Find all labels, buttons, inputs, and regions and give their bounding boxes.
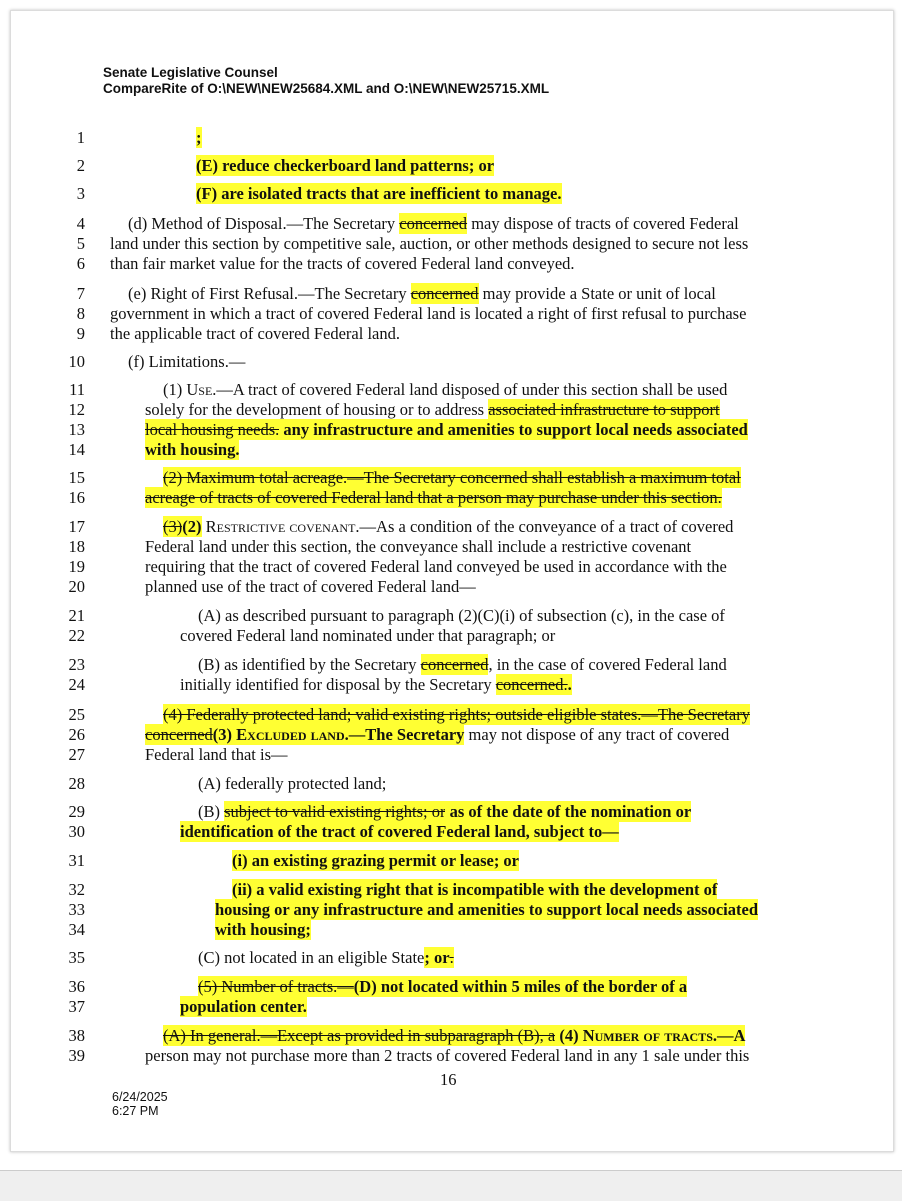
body-text: (B) <box>198 802 225 821</box>
line-number: 31 <box>68 851 85 870</box>
inserted-text: as of the date of the nomination or <box>445 802 692 821</box>
line-number: 9 <box>76 324 85 343</box>
body-text: solely for the development of housing or to address <box>145 400 489 419</box>
body-text: may dispose of tracts of covered Federal <box>467 214 739 233</box>
line-number: 16 <box>68 488 85 507</box>
line-number: 15 <box>68 468 85 487</box>
header-compare-files: CompareRite of O:\NEW\NEW25684.XML and O:\NEW\NEW25715.XML <box>103 81 550 96</box>
deleted-text: (3) <box>163 517 183 536</box>
deleted-text: concerned <box>420 655 489 674</box>
deleted-text: . <box>449 948 454 967</box>
body-text: (B) as identified by the Secretary <box>198 655 421 674</box>
deleted-text: (5) Number of tracts.— <box>198 977 354 996</box>
line-number: 12 <box>68 400 85 419</box>
inserted-text: (D) not located within 5 miles of the border of a <box>353 977 688 996</box>
line-number: 27 <box>68 745 85 764</box>
body-text: may not dispose of any tract of covered <box>464 725 730 744</box>
line-number: 34 <box>68 920 85 939</box>
inserted-text: (E) reduce checkerboard land patterns; or <box>196 156 495 175</box>
inserted-text: with housing; <box>215 920 311 939</box>
body-text: (A) as described pursuant to paragraph (2)(C)(i) of subsection (c), in the case of <box>198 606 725 625</box>
inserted-text: identification of the tract of covered Federal land, subject to— <box>180 822 619 841</box>
body-text: planned use of the tract of covered Federal land— <box>145 577 476 596</box>
inserted-heading: Excluded land <box>236 725 345 744</box>
body-text: (f) Limitations.— <box>128 352 246 371</box>
inserted-text: ; or <box>424 948 450 967</box>
body-text: the applicable tract of covered Federal land. <box>110 324 400 343</box>
inserted-text: (i) an existing grazing permit or lease; or <box>232 851 520 870</box>
inserted-text: any infrastructure and amenities to support local needs associated <box>279 420 748 439</box>
line-number: 5 <box>76 234 85 253</box>
deleted-text: acreage of tracts of covered Federal land that a person may purchase under this section. <box>145 488 722 507</box>
line-number: 36 <box>68 977 85 996</box>
body-text: person may not purchase more than 2 tracts of covered Federal land in any 1 sale under this <box>145 1046 750 1065</box>
body-text: .—As a condition of the conveyance of a tract of covered <box>355 517 734 536</box>
line-number: 23 <box>68 655 85 674</box>
document-header <box>103 65 549 97</box>
line-number: 18 <box>68 537 85 556</box>
deleted-text: (A) In general.—Except as provided in subparagraph (B), a <box>163 1026 556 1045</box>
body-text: , in the case of covered Federal land <box>488 655 727 674</box>
line-number: 25 <box>68 705 85 724</box>
body-text: Federal land under this section, the conveyance shall include a restrictive covenant <box>145 537 692 556</box>
line-number: 19 <box>68 557 85 576</box>
inserted-text: (3) <box>212 725 237 744</box>
inserted-text: population center. <box>180 997 307 1016</box>
document-footer <box>112 1090 168 1118</box>
inserted-text: (F) are isolated tracts that are inefficient to manage. <box>196 184 562 203</box>
body-text: land under this section by competitive sale, auction, or other methods designed to secure not less <box>110 234 749 253</box>
body-text: (1) <box>163 380 187 399</box>
line-number: 32 <box>68 880 85 899</box>
line-number: 24 <box>68 675 85 694</box>
inserted-text: .—The Secretary <box>344 725 465 744</box>
line-number: 35 <box>68 948 85 967</box>
body-text: (C) not located in an eligible State <box>198 948 425 967</box>
small-caps-heading: Restrictive covenant <box>205 517 356 536</box>
deleted-text: subject to valid existing rights; or <box>224 802 446 821</box>
line-number: 17 <box>68 517 85 536</box>
line-number: 22 <box>68 626 85 645</box>
line-number: 11 <box>69 380 85 399</box>
line-number: 26 <box>68 725 85 744</box>
line-number: 3 <box>76 184 85 203</box>
deleted-text: concerned. <box>495 675 568 694</box>
inserted-text: (4) <box>555 1026 583 1045</box>
line-number: 8 <box>76 304 85 323</box>
small-caps-heading: Use <box>186 380 213 399</box>
body-text: (A) federally protected land; <box>198 774 387 793</box>
footer-time: 6:27 PM <box>112 1104 159 1118</box>
line-number: 2 <box>76 156 85 175</box>
line-number: 10 <box>68 352 85 371</box>
inserted-text: ; <box>196 128 202 147</box>
deleted-text: (2) Maximum total acreage.—The Secretary concerned shall establish a maximum total <box>163 468 741 487</box>
footer-date: 6/24/2025 <box>112 1090 168 1104</box>
deleted-text: (4) Federally protected land; valid existing rights; outside eligible states.—The Secretary <box>163 705 750 724</box>
body-text: initially identified for disposal by the Secretary <box>180 675 496 694</box>
line-number: 38 <box>68 1026 85 1045</box>
line-number: 28 <box>68 774 85 793</box>
line-number: 39 <box>68 1046 85 1065</box>
body-text: covered Federal land nominated under that paragraph; or <box>180 626 556 645</box>
page-number: 16 <box>440 1070 457 1089</box>
body-text: Federal land that is— <box>145 745 288 764</box>
header-office: Senate Legislative Counsel <box>103 65 278 80</box>
deleted-text: concerned <box>410 284 479 303</box>
deleted-text: concerned <box>145 725 213 744</box>
line-number: 20 <box>68 577 85 596</box>
body-text: may provide a State or unit of local <box>478 284 716 303</box>
line-number: 30 <box>68 822 85 841</box>
inserted-heading: Number of tracts <box>582 1026 713 1045</box>
line-number: 37 <box>68 997 85 1016</box>
line-number: 13 <box>68 420 85 439</box>
line-number: 6 <box>76 254 85 273</box>
deleted-text: associated infrastructure to support <box>488 400 720 419</box>
next-page-edge <box>0 1170 902 1201</box>
inserted-text: housing or any infrastructure and amenities to support local needs associated <box>215 900 759 919</box>
inserted-text: . <box>567 675 572 694</box>
body-text: .—A tract of covered Federal land disposed of under this section shall be used <box>212 380 728 399</box>
line-number: 1 <box>76 128 85 147</box>
inserted-text: .—A <box>712 1026 746 1045</box>
deleted-text: concerned <box>399 214 468 233</box>
body-text: government in which a tract of covered Federal land is located a right of first refusal to purchase <box>110 304 747 323</box>
line-number: 33 <box>68 900 85 919</box>
body-text: than fair market value for the tracts of covered Federal land conveyed. <box>110 254 575 273</box>
inserted-text: (ii) a valid existing right that is incompatible with the development of <box>232 880 718 899</box>
body-text: requiring that the tract of covered Federal land conveyed be used in accordance with the <box>145 557 727 576</box>
line-number: 7 <box>76 284 85 303</box>
body-text: (e) Right of First Refusal.—The Secretary <box>128 284 411 303</box>
deleted-text: local housing needs. <box>145 420 280 439</box>
inserted-text: with housing. <box>145 440 240 459</box>
inserted-text: (2) <box>182 517 202 536</box>
line-number: 14 <box>68 440 85 459</box>
line-number: 29 <box>68 802 85 821</box>
line-number: 4 <box>76 214 85 233</box>
body-text: (d) Method of Disposal.—The Secretary <box>128 214 400 233</box>
line-number: 21 <box>68 606 85 625</box>
